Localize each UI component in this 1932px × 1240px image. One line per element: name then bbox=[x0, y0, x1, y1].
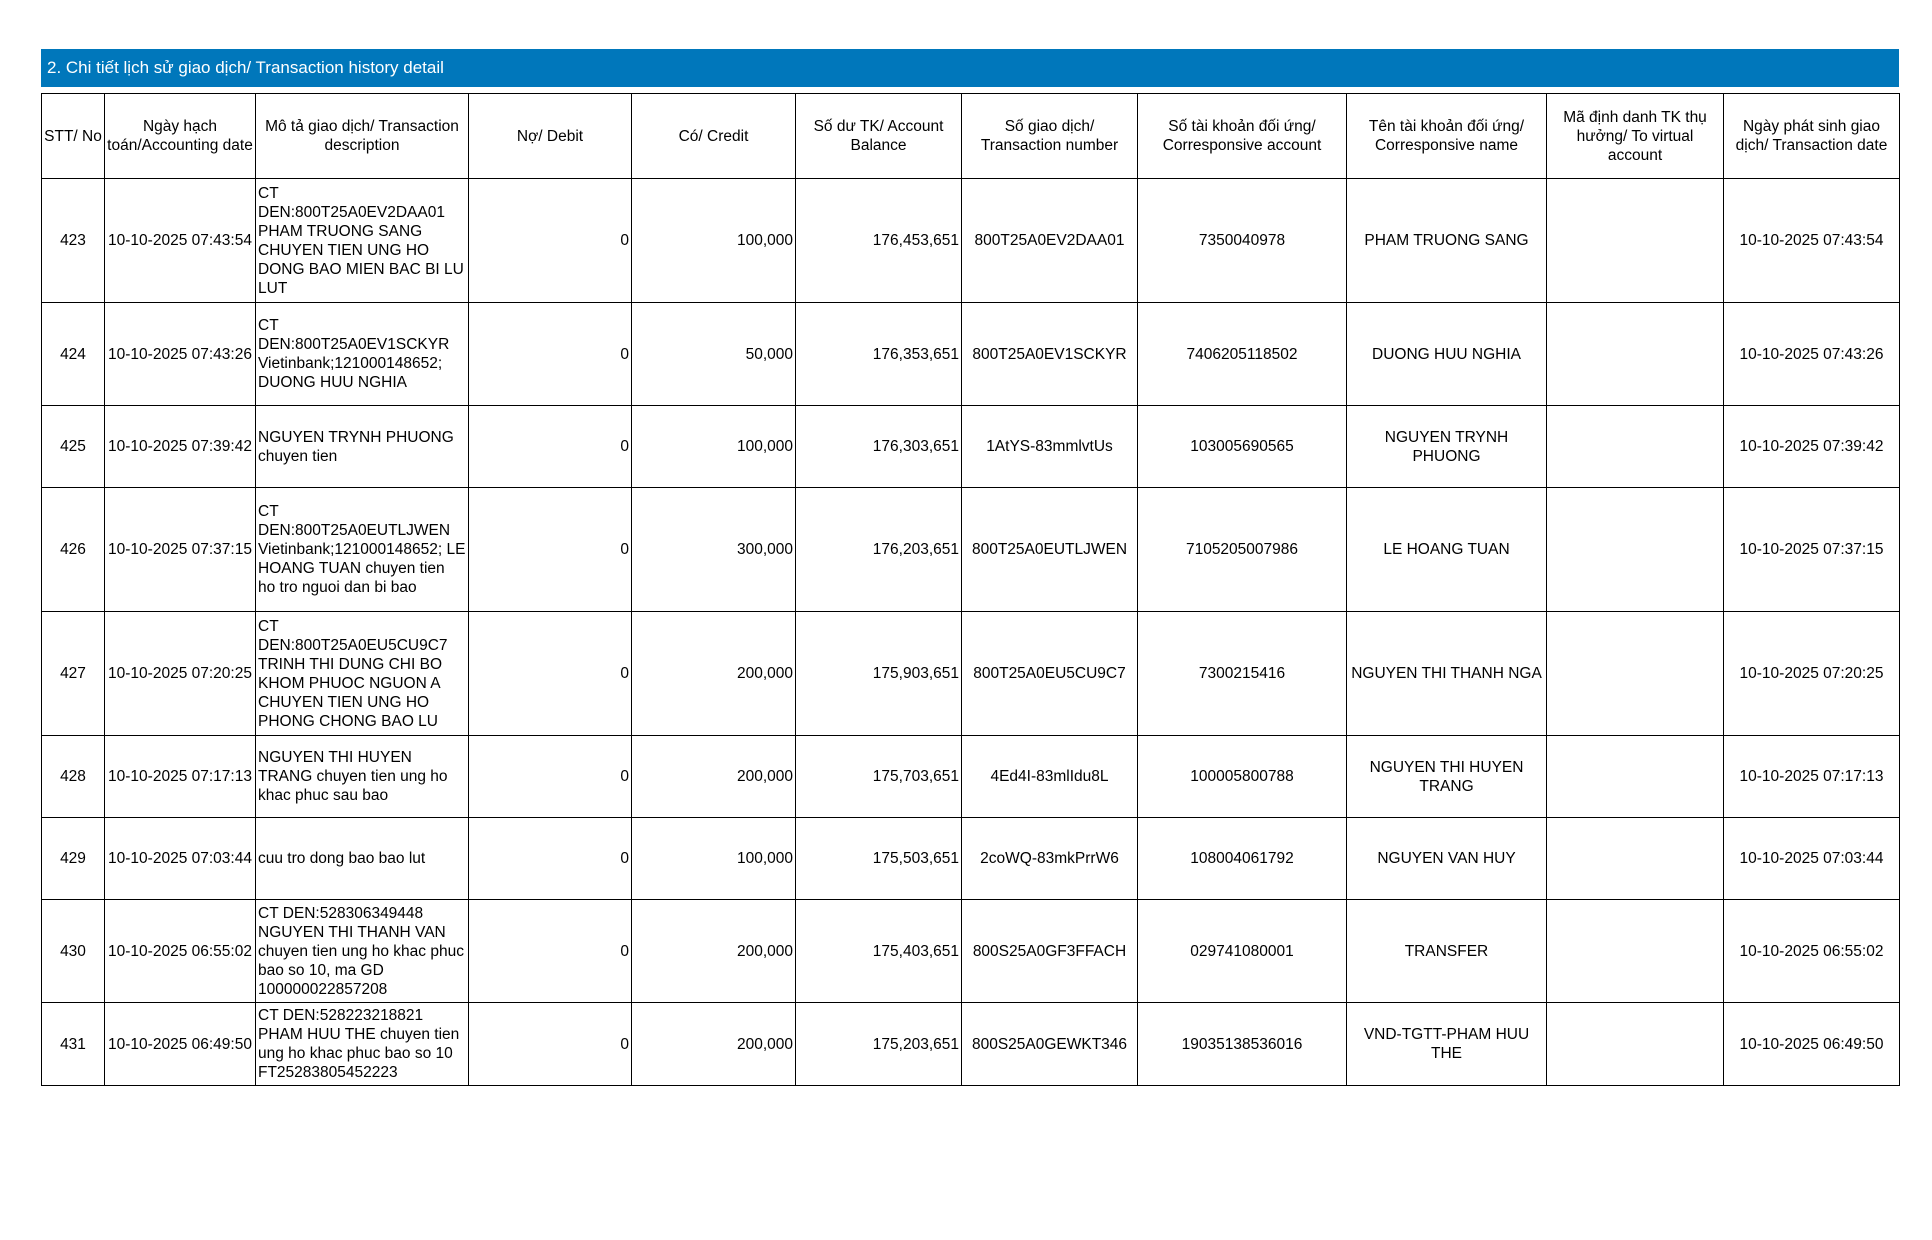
row-no: 428 bbox=[42, 736, 105, 818]
row-no: 427 bbox=[42, 612, 105, 736]
table-row bbox=[42, 612, 1900, 736]
row-balance: 175,503,651 bbox=[796, 818, 962, 900]
section-title: 2. Chi tiết lịch sử giao dịch/ Transaction history detail bbox=[41, 49, 1899, 87]
row-corresponsive-account: 029741080001 bbox=[1138, 900, 1347, 1003]
row-transaction-number: 800T25A0EV2DAA01 bbox=[962, 179, 1138, 303]
row-description: CT DEN:528223218821 PHAM HUU THE chuyen tien ung ho khac phuc bao so 10 FT25283805452223 bbox=[256, 1003, 469, 1086]
row-description: CT DEN:800T25A0EU5CU9C7 TRINH THI DUNG CHI BO KHOM PHUOC NGUON A CHUYEN TIEN UNG HO PHONG CHONG BAO LU bbox=[256, 612, 469, 736]
row-debit: 0 bbox=[469, 488, 632, 612]
row-description: NGUYEN TRYNH PHUONG chuyen tien bbox=[256, 406, 469, 488]
row-no: 426 bbox=[42, 488, 105, 612]
row-transaction-number: 2coWQ-83mkPrrW6 bbox=[962, 818, 1138, 900]
header-corresponsive-name: Tên tài khoản đối ứng/ Corresponsive name bbox=[1347, 94, 1547, 179]
table-row bbox=[42, 303, 1900, 406]
header-transaction-date: Ngày phát sinh giao dịch/ Transaction date bbox=[1724, 94, 1900, 179]
header-no: STT/ No bbox=[42, 94, 105, 179]
row-virtual-account bbox=[1547, 736, 1724, 818]
row-corresponsive-name: DUONG HUU NGHIA bbox=[1347, 303, 1547, 406]
row-balance: 176,303,651 bbox=[796, 406, 962, 488]
row-virtual-account bbox=[1547, 612, 1724, 736]
header-description: Mô tả giao dịch/ Transaction description bbox=[256, 94, 469, 179]
row-transaction-number: 800T25A0EU5CU9C7 bbox=[962, 612, 1138, 736]
row-corresponsive-account: 7406205118502 bbox=[1138, 303, 1347, 406]
header-balance: Số dư TK/ Account Balance bbox=[796, 94, 962, 179]
header-virtual-account: Mã định danh TK thụ hưởng/ To virtual account bbox=[1547, 94, 1724, 179]
row-transaction-date: 10-10-2025 06:55:02 bbox=[1724, 900, 1900, 1003]
row-debit: 0 bbox=[469, 179, 632, 303]
row-balance: 176,353,651 bbox=[796, 303, 962, 406]
row-transaction-date: 10-10-2025 07:37:15 bbox=[1724, 488, 1900, 612]
header-corresponsive-account: Số tài khoản đối ứng/ Corresponsive account bbox=[1138, 94, 1347, 179]
row-corresponsive-name: NGUYEN THI THANH NGA bbox=[1347, 612, 1547, 736]
row-virtual-account bbox=[1547, 488, 1724, 612]
row-balance: 175,203,651 bbox=[796, 1003, 962, 1086]
row-description: CT DEN:528306349448 NGUYEN THI THANH VAN chuyen tien ung ho khac phuc bao so 10, ma GD 100000022857208 bbox=[256, 900, 469, 1003]
header-accounting-date: Ngày hạch toán/Accounting date bbox=[105, 94, 256, 179]
row-accounting-date: 10-10-2025 07:37:15 bbox=[105, 488, 256, 612]
row-no: 430 bbox=[42, 900, 105, 1003]
transaction-table bbox=[41, 93, 1900, 1086]
row-transaction-number: 4Ed4I-83mlIdu8L bbox=[962, 736, 1138, 818]
row-transaction-number: 800S25A0GF3FFACH bbox=[962, 900, 1138, 1003]
row-transaction-date: 10-10-2025 07:43:26 bbox=[1724, 303, 1900, 406]
header-credit: Có/ Credit bbox=[632, 94, 796, 179]
row-transaction-date: 10-10-2025 07:43:54 bbox=[1724, 179, 1900, 303]
table-row bbox=[42, 406, 1900, 488]
row-transaction-date: 10-10-2025 06:49:50 bbox=[1724, 1003, 1900, 1086]
row-no: 424 bbox=[42, 303, 105, 406]
row-transaction-number: 1AtYS-83mmlvtUs bbox=[962, 406, 1138, 488]
table-row bbox=[42, 1003, 1900, 1086]
row-credit: 100,000 bbox=[632, 179, 796, 303]
row-accounting-date: 10-10-2025 07:39:42 bbox=[105, 406, 256, 488]
row-no: 429 bbox=[42, 818, 105, 900]
row-corresponsive-account: 103005690565 bbox=[1138, 406, 1347, 488]
row-corresponsive-account: 19035138536016 bbox=[1138, 1003, 1347, 1086]
row-accounting-date: 10-10-2025 07:20:25 bbox=[105, 612, 256, 736]
row-virtual-account bbox=[1547, 900, 1724, 1003]
row-credit: 200,000 bbox=[632, 900, 796, 1003]
header-debit: Nợ/ Debit bbox=[469, 94, 632, 179]
row-virtual-account bbox=[1547, 303, 1724, 406]
row-no: 425 bbox=[42, 406, 105, 488]
row-credit: 200,000 bbox=[632, 1003, 796, 1086]
row-debit: 0 bbox=[469, 900, 632, 1003]
row-virtual-account bbox=[1547, 406, 1724, 488]
row-credit: 200,000 bbox=[632, 736, 796, 818]
row-debit: 0 bbox=[469, 736, 632, 818]
row-balance: 176,453,651 bbox=[796, 179, 962, 303]
row-balance: 175,403,651 bbox=[796, 900, 962, 1003]
row-balance: 175,703,651 bbox=[796, 736, 962, 818]
row-debit: 0 bbox=[469, 406, 632, 488]
table-header-row bbox=[42, 94, 1900, 179]
row-corresponsive-account: 108004061792 bbox=[1138, 818, 1347, 900]
row-corresponsive-name: NGUYEN TRYNH PHUONG bbox=[1347, 406, 1547, 488]
row-credit: 100,000 bbox=[632, 818, 796, 900]
row-virtual-account bbox=[1547, 1003, 1724, 1086]
row-transaction-number: 800S25A0GEWKT346 bbox=[962, 1003, 1138, 1086]
row-credit: 200,000 bbox=[632, 612, 796, 736]
table-row bbox=[42, 900, 1900, 1003]
row-debit: 0 bbox=[469, 303, 632, 406]
row-credit: 100,000 bbox=[632, 406, 796, 488]
row-transaction-date: 10-10-2025 07:17:13 bbox=[1724, 736, 1900, 818]
row-accounting-date: 10-10-2025 07:43:26 bbox=[105, 303, 256, 406]
row-debit: 0 bbox=[469, 1003, 632, 1086]
row-corresponsive-name: LE HOANG TUAN bbox=[1347, 488, 1547, 612]
header-transaction-number: Số giao dịch/ Transaction number bbox=[962, 94, 1138, 179]
row-corresponsive-name: VND-TGTT-PHAM HUU THE bbox=[1347, 1003, 1547, 1086]
row-accounting-date: 10-10-2025 06:49:50 bbox=[105, 1003, 256, 1086]
row-accounting-date: 10-10-2025 07:17:13 bbox=[105, 736, 256, 818]
row-description: CT DEN:800T25A0EV1SCKYR Vietinbank;121000148652; DUONG HUU NGHIA bbox=[256, 303, 469, 406]
row-transaction-number: 800T25A0EV1SCKYR bbox=[962, 303, 1138, 406]
row-description: CT DEN:800T25A0EV2DAA01 PHAM TRUONG SANG CHUYEN TIEN UNG HO DONG BAO MIEN BAC BI LU LUT bbox=[256, 179, 469, 303]
row-corresponsive-account: 7350040978 bbox=[1138, 179, 1347, 303]
row-debit: 0 bbox=[469, 612, 632, 736]
row-transaction-date: 10-10-2025 07:39:42 bbox=[1724, 406, 1900, 488]
row-transaction-number: 800T25A0EUTLJWEN bbox=[962, 488, 1138, 612]
row-balance: 176,203,651 bbox=[796, 488, 962, 612]
table-row bbox=[42, 179, 1900, 303]
row-description: cuu tro dong bao bao lut bbox=[256, 818, 469, 900]
row-description: NGUYEN THI HUYEN TRANG chuyen tien ung ho khac phuc sau bao bbox=[256, 736, 469, 818]
row-credit: 50,000 bbox=[632, 303, 796, 406]
row-balance: 175,903,651 bbox=[796, 612, 962, 736]
table-row bbox=[42, 736, 1900, 818]
table-row bbox=[42, 488, 1900, 612]
row-corresponsive-name: NGUYEN VAN HUY bbox=[1347, 818, 1547, 900]
row-description: CT DEN:800T25A0EUTLJWEN Vietinbank;121000148652; LE HOANG TUAN chuyen tien ho tro nguoi dan bi bao bbox=[256, 488, 469, 612]
row-accounting-date: 10-10-2025 06:55:02 bbox=[105, 900, 256, 1003]
row-corresponsive-account: 100005800788 bbox=[1138, 736, 1347, 818]
row-corresponsive-name: PHAM TRUONG SANG bbox=[1347, 179, 1547, 303]
row-no: 423 bbox=[42, 179, 105, 303]
row-corresponsive-account: 7300215416 bbox=[1138, 612, 1347, 736]
row-corresponsive-name: NGUYEN THI HUYEN TRANG bbox=[1347, 736, 1547, 818]
row-corresponsive-name: TRANSFER bbox=[1347, 900, 1547, 1003]
row-transaction-date: 10-10-2025 07:20:25 bbox=[1724, 612, 1900, 736]
row-virtual-account bbox=[1547, 818, 1724, 900]
row-no: 431 bbox=[42, 1003, 105, 1086]
row-accounting-date: 10-10-2025 07:43:54 bbox=[105, 179, 256, 303]
row-virtual-account bbox=[1547, 179, 1724, 303]
table-row bbox=[42, 818, 1900, 900]
row-accounting-date: 10-10-2025 07:03:44 bbox=[105, 818, 256, 900]
row-credit: 300,000 bbox=[632, 488, 796, 612]
row-transaction-date: 10-10-2025 07:03:44 bbox=[1724, 818, 1900, 900]
row-debit: 0 bbox=[469, 818, 632, 900]
row-corresponsive-account: 7105205007986 bbox=[1138, 488, 1347, 612]
